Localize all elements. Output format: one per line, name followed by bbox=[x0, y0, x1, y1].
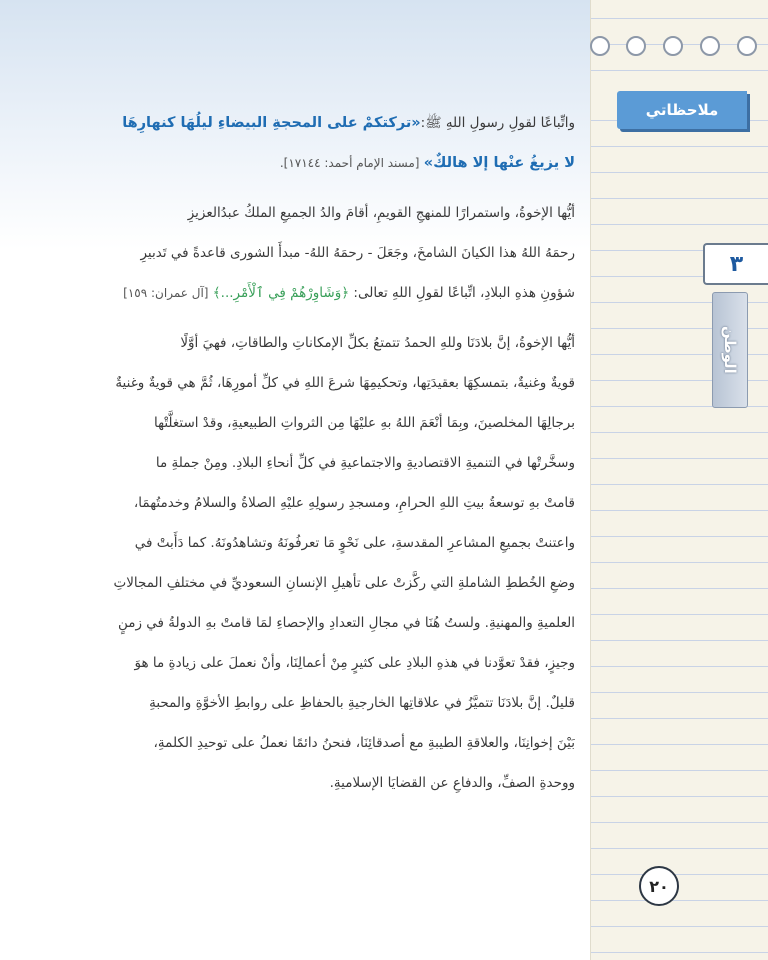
text-line: رحمَهُ اللهُ هذا الكيانَ الشامخَ، وجَعَلَ - رحمَهُ اللهُ- مبدأَ الشورى قاعدةً في تَدبيرِ bbox=[140, 245, 575, 261]
binder-hole bbox=[737, 36, 757, 56]
chapter-title: الوطن bbox=[721, 326, 739, 374]
citation: [مسند الإمام أحمد: ١٧١٤٤]. bbox=[279, 156, 420, 170]
text-span: شؤونِ هذهِ البلادِ، اتِّباعًا لقولِ اللهِ تعالى: bbox=[353, 285, 575, 301]
text-line: قليلٌ. إنَّ بلادَنَا تتميَّزُ في علاقاتِها الخارجيةِ بالحفاظِ على روابطِ الأخوَّةِ والمحبةِ bbox=[149, 695, 575, 711]
text-line: وضعِ الخُططِ الشاملةِ التي ركَّزتْ على تأهيلِ الإنسانِ السعوديِّ في مختلفِ المجالاتِ bbox=[113, 575, 575, 591]
hadith-quote: «تركتكمْ على المحجةِ البيضاءِ ليلُهَا كنهارِهَا bbox=[122, 115, 421, 131]
text-line: قامتْ بهِ توسعةُ بيتِ اللهِ الحرامِ، ومسجدِ رسولِهِ عليْهِ الصلاةُ والسلامُ وخدمتُهمَا، bbox=[133, 495, 575, 511]
text-line: أيُّها الإخوةُ، إنَّ بلادَنَا وللهِ الحمدُ تتمتعُ بكلِّ الإمكاناتِ والطاقاتِ، فهيَ أوَّلًا bbox=[180, 335, 575, 351]
text-line: قويةٌ وغنيةٌ، بتمسكِهَا بعقيدَتِها، وتحكيمِهَا شرعَ اللهِ في كلِّ أمورِهَا، ثُمَّ هي قويةٌ وغنيةٌ bbox=[115, 375, 575, 391]
text-line bbox=[20, 148, 575, 188]
citation: [آل عمران: ١٥٩] bbox=[123, 286, 209, 300]
text-span: واتِّباعًا لقولِ رسولِ اللهِ ﷺ: bbox=[420, 115, 575, 131]
text-line bbox=[20, 108, 575, 148]
chapter-number: ٣ bbox=[703, 243, 768, 285]
binder-holes bbox=[590, 36, 768, 60]
binder-hole bbox=[663, 36, 683, 56]
quran-verse: ﴿وَشَاوِرْهُمْ فِي ٱلْأَمْرِ...﴾ bbox=[212, 285, 350, 301]
binder-hole bbox=[700, 36, 720, 56]
text-line: بَيْنَ إخوانِنَا، والعلاقةِ الطيبةِ مع أصدقائِنَا، فنحنُ دائمًا نعملُ على توحيدِ الكلمةِ، bbox=[153, 735, 575, 751]
hadith-quote: لا يزيغُ عنْها إلا هالكٌ» bbox=[423, 155, 575, 171]
chapter-title-tab bbox=[712, 292, 748, 408]
text-line: العلميةِ والمهنيةِ. ولستُ هُنَا في مجالِ التعدادِ والإحصاءِ لمَا قامتْ بهِ الدولةُ في زمنٍ bbox=[117, 615, 575, 631]
binder-hole bbox=[590, 36, 610, 56]
article-body bbox=[20, 108, 575, 808]
text-line: أيُّها الإخوةُ، واستمرارًا للمنهجِ القويمِ، أقامَ والدُ الجميعِ الملكُ عبدُالعزيزِ bbox=[187, 205, 575, 221]
text-line: وسخَّرتْها في التنميةِ الاقتصاديةِ والاجتماعيةِ في كلِّ أنحاءِ البلادِ. ومِنْ جملةِ ما bbox=[155, 455, 575, 471]
binder-hole bbox=[626, 36, 646, 56]
text-line bbox=[20, 278, 575, 318]
notes-heading: ملاحظاتي bbox=[617, 91, 747, 129]
notes-margin bbox=[590, 0, 768, 960]
text-line: ووحدةِ الصفِّ، والدفاعِ عن القضايَا الإسلاميةِ. bbox=[329, 775, 575, 791]
text-line: واعتنتْ بجميعِ المشاعرِ المقدسةِ، على نَحْوٍ مَا تعرفُونَهُ وتشاهدُونَهُ. كما دَأَبتْ في bbox=[134, 535, 575, 551]
page-number: ٢٠ bbox=[639, 866, 679, 906]
text-line: وجيزٍ، فقدْ تعوَّدنا في هذهِ البلادِ على كثيرٍ مِنْ أعمالِنَا، وأنْ نعملَ على زيادةِ ما هوَ bbox=[134, 655, 575, 671]
text-line: برجالِهَا المخلصينَ، وبِمَا أنْعَمَ اللهُ بهِ عليْهَا مِن الثرواتِ الطبيعيةِ، وقدْ استغلَّتْها bbox=[153, 415, 575, 431]
